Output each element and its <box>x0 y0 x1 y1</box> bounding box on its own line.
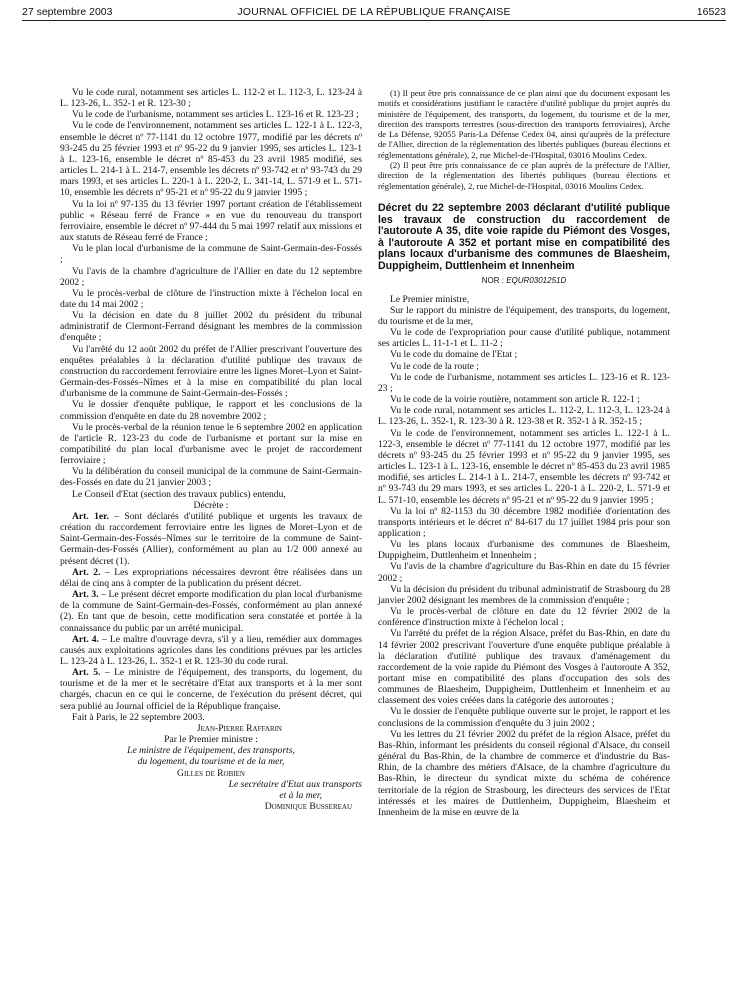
visa: Le Premier ministre, <box>390 293 470 305</box>
nor-value: EQUR0301251D <box>506 275 567 285</box>
header-rule <box>22 20 726 21</box>
visa: Vu la décision en date du 8 juillet 2002 du président du tribunal administratif de Clermont-Ferrand désignant les membres de la commission d'enquête ; <box>60 310 362 344</box>
visa: Vu le plan local d'urbanisme de la commune de Saint-Germain-des-Fossés ; <box>60 243 362 266</box>
visa: Vu l'avis de la chambre d'agriculture du Bas-Rhin en date du 15 février 2002 ; <box>378 561 670 584</box>
visa: Vu la loi nº 82-1153 du 30 décembre 1982 modifiée d'orientation des transports intérieurs et le décret nº 84-617 du 17 juillet 1984 pris pour son application ; <box>378 505 670 539</box>
signature-premier-ministre: Jean-Pierre Raffarin <box>196 722 282 734</box>
visa: Vu la délibération du conseil municipal de la commune de Saint-Germain-des-Fossés en date du 21 janvier 2003 ; <box>60 466 362 489</box>
visa: Vu le procès-verbal de clôture en date du 12 février 2002 de la conférence d'instruction mixte à l'échelon local ; <box>378 606 670 629</box>
visa: Le Conseil d'Etat (section des travaux publics) entendu, <box>72 488 286 500</box>
article-text: – Le présent décret emporte modification du plan local d'urbanisme de la commune de Saint-Germain-des-Fossés, conformément au plan annexé (2). En tant que de besoin, cette modification sera constatée et portée à la connaissance du public par un arrêté municipal. <box>60 589 362 634</box>
visa: Vu le procès-verbal de la réunion tenue le 6 septembre 2002 en application de l'article R. 123-23 du code de l'urbanisme et portant sur la mise en compatibilité du plan local d'urbanisme avec le projet de raccordement ferroviaire ; <box>60 421 362 467</box>
visa: Vu le code de l'environnement, notamment ses articles L. 122-1 à L. 122-3, ensemble le décret nº 77-1141 du 12 octobre 1977, modifié par les décrets nº 93-245 du 25 février 1993 et nº 95-22 du 9 janvier 1995, ses articles L. 123-1 à L. 123-16, ensemble le décret nº 85-453 du 23 avril 1985 modifié, ses articles L. 214-1 à L. 214-7, ensemble les décrets nº 93-742 et nº 93-743 du 29 mars 1993, et ses articles L. 220-1 à L. 220-2, L. 341-14, L. 571-9 et L. 571-10, ensemble les décrets nº 95-21 et nº 95-22 du 9 janvier 1995 ; <box>60 120 362 199</box>
article-3 <box>60 589 362 634</box>
visa: Vu le code de l'urbanisme, notamment ses articles L. 123-16 et R. 123-23 ; <box>72 109 359 121</box>
minister-title-1: Le ministre de l'équipement, des transports, <box>127 745 295 757</box>
article-text: – Le ministre de l'équipement, des transports, du logement, du tourisme et de la mer et le secrétaire d'Etat aux transports et à la mer sont chargés, chacun en ce qui le concerne, de l'exécution du présent décret, qui sera publié au Journal officiel de la République française. <box>60 667 362 712</box>
nor-label: NOR : <box>481 275 507 285</box>
article-label: Art. 3. <box>72 589 99 601</box>
journal-title: JOURNAL OFFICIEL DE LA RÉPUBLIQUE FRANÇAISE <box>237 6 511 18</box>
article-text: – Sont déclarés d'utilité publique et urgents les travaux de création du raccordement ferroviaire entre les lignes de Moret–Lyon et de Saint-Germain-des-Fossés–Nîmes sur le territoire de la commune de Saint-Germain-des-Fossés (Allier), conformément au plan au 1/2 000 annexé au présent décret (1). <box>60 510 362 567</box>
article-5 <box>60 667 362 712</box>
article-label: Art. 4. <box>72 633 100 645</box>
nor-reference <box>378 275 670 286</box>
visa: Sur le rapport du ministre de l'équipement, des transports, du logement, du tourisme et de la mer, <box>378 304 670 327</box>
visa: Vu le code rural, notamment ses articles L. 112-2 et L. 112-3, L. 123-24 à L. 123-26, L. 352-1 et R. 123-30 ; <box>60 87 362 110</box>
minister-title-2: du logement, du tourisme et de la mer, <box>137 756 285 768</box>
secretary-title-1: Le secrétaire d'Etat aux transports <box>228 778 362 790</box>
visa: Vu la loi nº 97-135 du 13 février 1997 portant création de l'établissement public « Réseau ferré de France » en vue du renouveau du transport ferroviaire, ensemble le décret nº 97-444 du 5 mai 1997 relatif aux missions et aux statuts de Réseau ferré de France ; <box>60 198 362 244</box>
footnote-2: (2) Il peut être pris connaissance de ce plan auprès de la préfecture de l'Allier, direction de la réglementation des libertés publiques (bureau élections et réglementation générale), 2, rue Michel-de-l'Hospital, 03016 Moulins Cedex. <box>378 160 670 191</box>
footnotes <box>378 88 670 191</box>
visa: Vu le code de l'environnement, notamment ses articles L. 122-1 à L. 122-3, ensemble le décret nº 77-1141 du 12 octobre 1977, modifié par les décrets nº 93-245 du 25 février 1993 et nº 95-22 du 9 janvier 1995, ses articles L. 123-1 à L. 123-16, ensemble le décret nº 85-453 du 23 avril 1985 modifié, ses articles L. 214-1 à L. 214-7, ensemble les décrets nº 93-742 et nº 93-743 du 29 mars 1993, et ses articles L. 220-1 à L. 220-2, L. 571-9 et L. 571-10, ensemble les décrets nº 95-21 et nº 95-22 du 9 janvier 1995 ; <box>378 427 670 506</box>
visa: Vu le procès-verbal de clôture de l'instruction mixte à l'échelon local en date du 14 mai 2002 ; <box>60 287 362 310</box>
article-1 <box>60 511 362 567</box>
visa: Vu l'arrêté du préfet de la région Alsace, préfet du Bas-Rhin, en date du 14 février 2002 prescrivant l'ouverture d'une enquête publique préalable à la déclaration d'utilité publique des travaux d'aménagement du raccordement de la voie rapide du Piémont des Vosges à l'autoroute A 352, portant mise en compatibilité des plans d'occupation des sols des communes de Blaesheim, Duppigheim, Duttlenheim et Innenheim et au classement des voies créées dans la catégorie des autoroutes ; <box>378 628 670 707</box>
footnote-1: (1) Il peut être pris connaissance de ce plan ainsi que du document exposant les motifs et considérations justifiant le caractère d'utilité publique du projet auprès du ministère de l'équipement, des transports, du logement, du tourisme et de la mer, direction des transports terrestres (sous-direction des transports ferroviaires), Arche de La Défense, 92055 Paris-La Défense Cedex 04, ainsi qu'auprès de la préfecture de l'Allier, direction de la réglementation des libertés publiques (bureau élections et réglementations générale), 2, rue Michel-de-l'Hospital, 03016 Moulins Cedex. <box>378 88 670 160</box>
visa: Vu l'avis de la chambre d'agriculture de l'Allier en date du 12 septembre 2002 ; <box>60 265 362 288</box>
article-label: Art. 2. <box>72 566 101 578</box>
decree-title: Décret du 22 septembre 2003 déclarant d'utilité publique les travaux de construction du raccordement de l'autoroute A 35, dite voie rapide du Piémont des Vosges, à l'autoroute A 352 et portant mise en compatibilité des plans locaux d'urbanisme des communes de Blaesheim, Duppigheim, Duttlenheim et Innenheim <box>378 201 670 272</box>
page-number: 16523 <box>696 6 726 18</box>
visa: Vu les lettres du 21 février 2002 du préfet de la région Alsace, préfet du Bas-Rhin, informant les présidents du conseil régional d'Alsace, du conseil général du Bas-Rhin, de la chambre de commerce et d'industrie du Bas-Rhin, de la chambre des métiers d'Alsace, de la chambre d'agriculture du Bas-Rhin, le directeur du syndicat mixte du schéma de cohérence territoriale de la région de Strasbourg, les directeurs des services de l'Etat intéressés et les maires de Duttlenheim, Duppigheim, Blaesheim et Innenheim de la mise en œuvre de la <box>378 728 670 818</box>
visa: Vu les plans locaux d'urbanisme des communes de Blaesheim, Duppigheim, Duttlenheim et Innenheim ; <box>378 539 670 562</box>
article-text: – Les expropriations nécessaires devront être réalisées dans un délai de cinq ans à compter de la publication du présent décret. <box>60 566 362 589</box>
header-date: 27 septembre 2003 <box>22 6 113 18</box>
visa: Vu le code de l'urbanisme, notamment ses articles L. 123-16 et R. 123-23 ; <box>378 371 670 394</box>
article-text: – Le maître d'ouvrage devra, s'il y a lieu, remédier aux dommages causés aux exploitations agricoles dans les conditions prévues par les articles L. 123-24 à L. 123-26, L. 352-1 et R. 123-30 du code rural. <box>60 633 363 667</box>
article-4 <box>60 634 362 667</box>
secretary-title-2: et à la mer, <box>279 789 322 801</box>
article-label: Art. 5. <box>72 667 101 679</box>
right-column <box>378 88 670 818</box>
article-label: Art. 1er. <box>72 510 109 522</box>
visa: Vu le code rural, notamment ses articles L. 112-2, L. 112-3, L. 123-24 à L. 123-26, L. 352-1, R. 123-30 à R. 123-38 et R. 352-1 à R. 352-15 ; <box>378 405 670 428</box>
par-le-premier-ministre: Par le Premier ministre : <box>164 734 258 746</box>
decrete-heading: Décrète : <box>193 499 229 511</box>
visa: Vu l'arrêté du 12 août 2002 du préfet de l'Allier prescrivant l'ouverture des enquêtes préalables à la déclaration d'utilité publique des travaux de construction du raccordement ferroviaire entre les lignes Moret–Lyon et Saint-Germain-des-Fossés–Nîmes et à la mise en compatibilité du plan local d'urbanisme de la commune de Saint-Germain-des-Fossés ; <box>60 343 362 400</box>
visa: Vu la décision du président du tribunal administratif de Strasbourg du 28 janvier 2002 désignant les membres de la commission d'enquête ; <box>378 583 670 606</box>
signature-secretaire: Dominique Bussereau <box>264 801 352 812</box>
visa: Vu le code de la voirie routière, notamment son article R. 122-1 ; <box>390 394 640 406</box>
visa: Vu le code de la route ; <box>390 360 479 372</box>
signature-ministre: Gilles de Robien <box>177 767 245 779</box>
visa: Vu le code de l'expropriation pour cause d'utilité publique, notamment ses articles L. 11-1-1 et L. 11-2 ; <box>378 327 670 350</box>
visa: Vu le code du domaine de l'Etat ; <box>390 349 518 361</box>
visa: Vu le dossier d'enquête publique, le rapport et les conclusions de la commission d'enquête en date du 28 novembre 2002 ; <box>60 399 362 422</box>
visa: Vu le dossier de l'enquête publique ouverte sur le projet, le rapport et les conclusions de la commission d'enquête du 3 juin 2002 ; <box>378 706 670 729</box>
fait-a: Fait à Paris, le 22 septembre 2003. <box>72 711 205 723</box>
left-column <box>60 87 362 812</box>
article-2 <box>60 567 362 589</box>
